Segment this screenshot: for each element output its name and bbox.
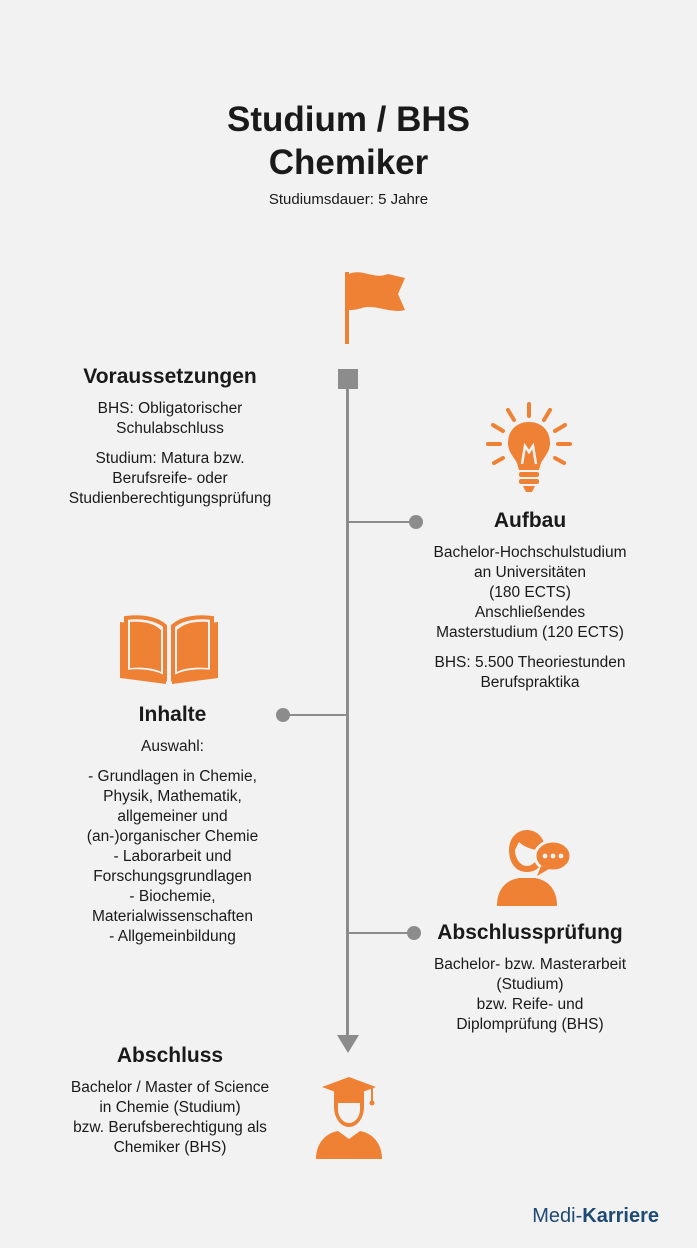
text-line: Bachelor / Master of Science (70, 1079, 270, 1096)
section-paragraph (400, 543, 660, 643)
section-voraussetzungen (30, 364, 310, 509)
text-line: (Studium) (496, 976, 564, 993)
section-aufbau (400, 508, 660, 693)
text-line: - Grundlagen in Chemie, (88, 768, 257, 785)
text-line: Forschungsgrundlagen (93, 868, 252, 885)
text-line: Schulabschluss (116, 420, 224, 437)
person-speech-icon (491, 826, 575, 908)
text-line: Diplomprüfung (BHS) (456, 1016, 604, 1033)
lightbulb-icon (484, 400, 574, 496)
text-line: Studium: Matura bzw. (95, 450, 245, 467)
text-line: an Universitäten (473, 564, 586, 581)
section-paragraph (40, 767, 305, 947)
text-line: Materialwissenschaften (91, 908, 254, 925)
timeline-start-marker (338, 369, 358, 389)
text-line: bzw. Berufsberechtigung als (73, 1119, 267, 1136)
flag-icon (340, 268, 410, 346)
section-paragraph (40, 737, 305, 757)
study-duration: Studiumsdauer: 5 Jahre (268, 191, 429, 208)
text-line: Physik, Mathematik, (103, 788, 242, 805)
text-line: - Allgemeinbildung (109, 928, 236, 945)
section-heading: Abschlussprüfung (437, 921, 623, 944)
section-heading: Aufbau (493, 509, 567, 532)
text-line: (180 ECTS) (489, 584, 571, 601)
section-paragraph (40, 1078, 300, 1158)
brand-logo-part2: Karriere (582, 1205, 659, 1227)
section-inhalte (40, 702, 305, 947)
section-paragraph (30, 449, 310, 509)
section-paragraph (30, 399, 310, 439)
text-line: Studienberechtigungsprüfung (68, 490, 272, 507)
section-abschluss (40, 1043, 300, 1158)
text-line: allgemeiner und (117, 808, 228, 825)
section-abschlusspruefung (405, 920, 655, 1035)
section-heading: Voraussetzungen (83, 365, 257, 388)
text-line: Berufsreife- oder (112, 470, 228, 487)
text-line: - Biochemie, (129, 888, 216, 905)
text-line: in Chemie (Studium) (99, 1099, 241, 1116)
graduate-icon (312, 1073, 386, 1161)
title-line-2: Chemiker (268, 143, 429, 182)
text-line: (an-)organischer Chemie (86, 828, 259, 845)
text-line: Anschließendes (474, 604, 586, 621)
text-line: Masterstudium (120 ECTS) (436, 624, 624, 641)
text-line: Bachelor-Hochschulstudium (433, 544, 627, 561)
brand-logo-part1: Medi- (532, 1205, 583, 1227)
text-line: - Laborarbeit und (113, 848, 232, 865)
section-paragraph (405, 955, 655, 1035)
section-heading: Inhalte (138, 703, 207, 726)
section-heading: Abschluss (116, 1044, 224, 1067)
text-line: bzw. Reife- und (476, 996, 584, 1013)
book-icon (116, 612, 222, 686)
page-title (0, 98, 697, 184)
text-line: Chemiker (BHS) (113, 1139, 227, 1156)
brand-logo (532, 1205, 659, 1228)
timeline-arrow (337, 1035, 359, 1053)
text-line: BHS: Obligatorischer (97, 400, 243, 417)
text-line: Bachelor- bzw. Masterarbeit (433, 956, 627, 973)
title-line-1: Studium / BHS (226, 100, 471, 139)
text-line: Auswahl: (141, 738, 204, 755)
section-paragraph (400, 653, 660, 693)
text-line: Berufspraktika (480, 674, 580, 691)
timeline-line (346, 389, 349, 1037)
text-line: BHS: 5.500 Theoriestunden (434, 654, 626, 671)
